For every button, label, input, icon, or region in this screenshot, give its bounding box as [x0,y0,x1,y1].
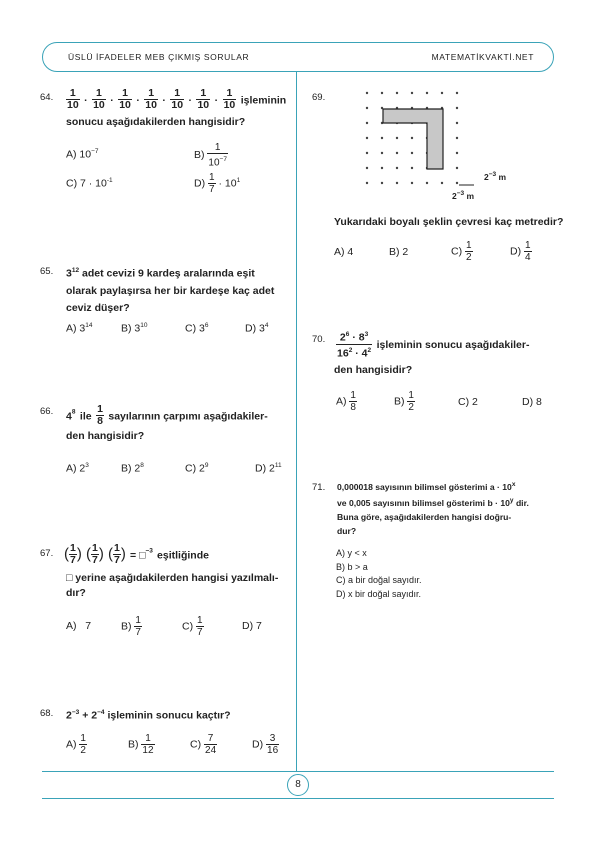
q68-option-a[interactable]: A) $\frac{1}{2}$ [66,733,86,756]
q65-option-c[interactable]: C) $3^6$ [185,322,209,335]
q65-number: 65. [40,266,54,277]
shaded-l-shape [383,109,443,169]
q70-expression: $\frac{2^6 \cdot 8^3}{16^2 \cdot 4^2}$ işleminin sonucu aşağıdakiler- [337,331,530,359]
grid-dot [366,182,368,184]
q64-option-b[interactable]: B) $\frac{1}{10^{-7}}$ [194,142,227,169]
grid-dot [411,152,413,154]
q68-option-c[interactable]: C) $\frac{7}{24}$ [190,733,217,756]
q66-option-c[interactable]: C) $2^9$ [185,462,209,475]
grid-dot [366,152,368,154]
q65-option-b[interactable]: B) $3^{10}$ [121,322,148,335]
grid-dot [456,122,458,124]
grid-dot [411,167,413,169]
grid-dot [366,107,368,109]
q64-question: sonucu aşağıdakilerden hangisidir? [66,116,246,128]
grid-dot [411,92,413,94]
grid-dot [381,92,383,94]
grid-dot [366,92,368,94]
q71-option-c[interactable]: C) a bir doğal sayıdır. [336,575,422,585]
q67-option-a[interactable]: A) 7 [66,620,92,632]
q69-question: Yukarıdaki boyalı şeklin çevresi kaç metredir? [334,216,564,228]
q68-number: 68. [40,708,54,719]
q66-option-a[interactable]: A) $2^3$ [66,462,89,475]
page-number: 8 [287,774,309,796]
q69-dot-grid-figure [355,85,530,205]
header-title: ÜSLÜ İFADELER MEB ÇIKMIŞ SORULAR [68,52,250,62]
q69-option-b[interactable]: B) 2 [389,246,409,258]
grid-dot [396,182,398,184]
grid-dot [411,137,413,139]
q69-option-c[interactable]: C) $\frac{1}{2}$ [451,240,472,263]
q67-number: 67. [40,548,54,559]
q65-option-d[interactable]: D) $3^4$ [245,322,269,335]
grid-dot [381,182,383,184]
q70-option-c[interactable]: C) 2 [458,396,478,408]
q71-option-b[interactable]: B) b > a [336,561,368,572]
q69-number: 69. [312,92,326,103]
q71-number: 71. [312,482,326,493]
grid-dot [396,92,398,94]
q64-option-d[interactable]: D) $\frac{1}{7}$ · $10^1$ [194,172,241,195]
grid-dot [441,182,443,184]
grid-dot [456,107,458,109]
grid-dot [366,122,368,124]
q70-option-d[interactable]: D) 8 [522,396,542,408]
q66-number: 66. [40,406,54,417]
grid-dot [426,182,428,184]
q67-question-line3: dır? [66,587,86,599]
header-site: MATEMATİKVAKTİ.NET [431,52,534,62]
grid-dot [456,167,458,169]
q66-option-b[interactable]: B) $2^8$ [121,462,144,475]
grid-dot [366,167,368,169]
q64-option-c[interactable]: C) $7 \cdot 10^{-1}$ [66,177,113,190]
q69-option-a[interactable]: A) 4 [334,246,354,258]
grid-dot [456,92,458,94]
q70-number: 70. [312,334,326,345]
q68-option-d[interactable]: D) $\frac{3}{16}$ [252,733,279,756]
q69-label-right: $2^{-3}$ m [484,171,507,182]
q65-option-a[interactable]: A) $3^{14}$ [66,322,93,335]
grid-dot [456,152,458,154]
grid-dot [396,167,398,169]
q70-option-b[interactable]: B) $\frac{1}{2}$ [394,390,414,413]
q65-question: $3^{12}$ adet cevizi 9 kardeş aralarında eşit olarak paylaşırsa her bir kardeşe kaç adet ceviz düşer? [66,267,275,314]
q64-expression: $\frac{1}{10}$ · $\frac{1}{10}$ · $\frac{1}{10}$ · $\frac{1}{10}$ · $\frac{1}{10}$ · $\frac{1}{10}$ · $\frac{1}{10}$ işleminin [67,87,287,111]
column-divider [296,72,297,772]
q70-option-a[interactable]: A) $\frac{1}{8}$ [336,390,356,413]
q71-options [336,547,422,601]
grid-dot [456,137,458,139]
grid-dot [426,92,428,94]
q64-option-a[interactable]: A) $10^{-7}$ [66,148,99,161]
q67-option-d[interactable]: D) 7 [242,620,262,632]
q70-question-line2: den hangisidir? [334,364,413,376]
grid-dot [441,92,443,94]
q69-label-bottom: $2^{-3}$ m [452,190,475,201]
q66-option-d[interactable]: D) $2^{11}$ [255,462,282,475]
grid-dot [396,152,398,154]
q69-option-d[interactable]: D) $\frac{1}{4}$ [510,240,531,263]
q67-question-line2: □ yerine aşağıdakilerden hangisi yazılmalı- [66,572,279,584]
q67-option-c[interactable]: C) $\frac{1}{7}$ [182,615,203,638]
grid-dot [366,137,368,139]
grid-dot [456,182,458,184]
q66-question-line2: den hangisidir? [66,430,145,442]
grid-dot [381,152,383,154]
q67-option-b[interactable]: B) $\frac{1}{7}$ [121,615,141,638]
q71-option-d[interactable]: D) x bir doğal sayıdır. [336,588,422,599]
q71-option-a[interactable]: A) y < x [336,548,367,558]
q66-question-line1: $4^8$ ile $\frac{1}{8}$ sayılarının çarpımı aşağıdakiler- [66,403,268,427]
grid-dot [381,137,383,139]
grid-dot [396,137,398,139]
q68-option-b[interactable]: B) $\frac{1}{12}$ [128,733,154,756]
q71-question: 0,000018 sayısının bilimsel gösterimi $a \cdot 10^x$ ve 0,005 sayısının bilimsel gösterimi $b \cdot 10^y$ dir. Buna göre, aşağıdakilerden hangisi doğru- dur? [337,481,529,536]
grid-dot [381,167,383,169]
q64-number: 64. [40,92,54,103]
footer-rule-bottom [42,798,554,799]
q67-expression: ( $\frac{1}{7}$ ) ( $\frac{1}{7}$ ) ( $\frac{1}{7}$ ) = □$^{-3}$ eşitliğinde [64,542,209,566]
q68-question: $2^{-3} + 2^{-4}$ işleminin sonucu kaçtır? [66,709,231,722]
dot-grid [366,92,458,184]
grid-dot [411,182,413,184]
footer-rule-top [42,771,554,772]
